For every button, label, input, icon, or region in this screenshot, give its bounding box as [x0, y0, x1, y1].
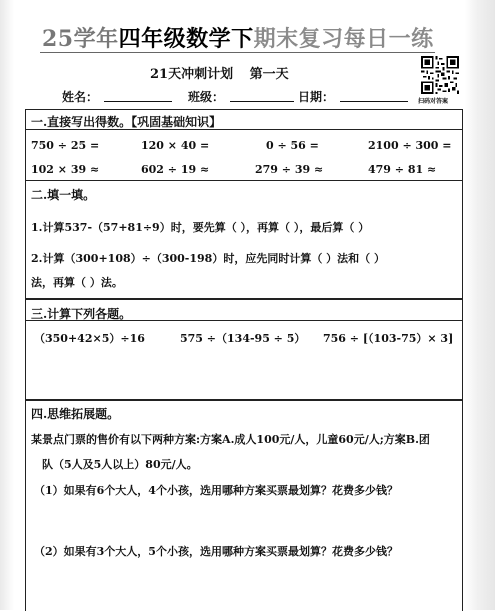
calc-item: 756 ÷ [（103-75）× 3]	[323, 332, 454, 345]
estimate-item: 602 ÷ 19 ≈	[141, 163, 210, 176]
title-year: 25学年	[42, 26, 119, 52]
fill-question-2: 2.计算（300+108）÷（300-198）时，应先同时计算（ ）法和（ ）	[31, 252, 385, 265]
problem-intro: 某景点门票的售价有以下两种方案:方案A.成人100元/人，儿童60元/人;方案B.团	[31, 433, 430, 446]
title-grade: 四年级数学下	[118, 26, 254, 52]
section1-divider	[25, 180, 463, 181]
problem-question-1: （1）如果有6个大人，4个小孩，选用哪种方案买票最划算？花费多少钱？	[34, 484, 398, 497]
fill-question-2-cont: 法，再算（ ）法。	[31, 276, 123, 289]
section2-divider	[25, 298, 463, 300]
subtitle	[150, 63, 301, 82]
date-label: 日期：	[298, 90, 335, 104]
title-underline	[40, 52, 435, 53]
section1-title: 一.直接写出得数。【巩固基础知识】	[31, 115, 222, 129]
oral-calc-item: 2100 ÷ 300 =	[368, 139, 452, 152]
calc-item: 575 ÷（134-95 ÷ 5）	[180, 332, 306, 345]
section2-title: 二.填一填。	[31, 188, 96, 202]
estimate-item: 479 ÷ 81 ≈	[368, 163, 437, 176]
section4-title: 四.思维拓展题。	[31, 407, 120, 421]
calc-item: （350+42×5）÷16	[34, 332, 145, 345]
date-field[interactable]	[340, 101, 408, 102]
oral-calc-item: 120 × 40 =	[141, 139, 210, 152]
plan-label: 21天冲刺计划	[150, 67, 234, 82]
oral-calc-item: 0 ÷ 56 =	[266, 139, 319, 152]
page-left-shadow	[0, 0, 14, 610]
page-right-shadow	[465, 0, 495, 610]
qr-caption: 扫码对答案	[418, 98, 449, 105]
page-title	[42, 22, 452, 53]
class-label: 班级：	[188, 90, 225, 104]
name-field[interactable]	[104, 101, 172, 102]
problem-intro-cont: 队（5人及5人以上）80元/人。	[42, 458, 198, 471]
qr-code-icon[interactable]	[421, 56, 459, 94]
class-field[interactable]	[230, 101, 294, 102]
estimate-item: 279 ÷ 39 ≈	[255, 163, 324, 176]
day-label: 第一天	[249, 67, 289, 82]
section3-title: 三.计算下列各题。	[31, 307, 132, 321]
estimate-item: 102 × 39 ≈	[31, 163, 100, 176]
worksheet-frame	[25, 109, 463, 611]
section3-divider	[25, 399, 463, 401]
oral-calc-item: 750 ÷ 25 =	[31, 139, 100, 152]
title-review: 期末复习每日一练	[253, 26, 434, 52]
problem-question-2: （2）如果有3个大人，5个小孩，选用哪种方案买票最划算？花费多少钱？	[34, 545, 398, 558]
name-label: 姓名：	[62, 90, 99, 104]
fill-question-1: 1.计算537-（57+81÷9）时，要先算（ ），再算（ ），最后算（ ）	[31, 221, 370, 234]
